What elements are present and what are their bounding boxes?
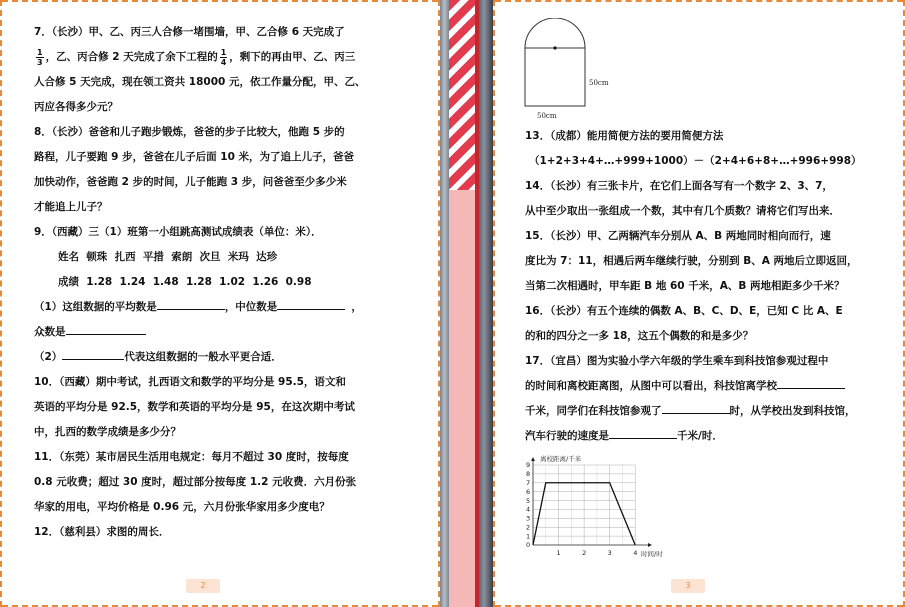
- q13-line1: 13．（成都）能用简便方法的要用简便方法: [525, 130, 724, 142]
- q16-line1: 16．（长沙）有五个连续的偶数 A、B、C、D、E，已知 C 比 A、E: [525, 305, 843, 317]
- chart-x-axis-label: 时间/时: [641, 550, 663, 558]
- width-label: 50cm: [537, 112, 557, 120]
- q13-line2: （1+2+3+4+…+999+1000）－（2+4+6+8+…+996+998）: [529, 155, 862, 167]
- answer-blank-speed[interactable]: [609, 425, 677, 439]
- fraction-one-third: $\frac{1}{3}$: [37, 47, 43, 67]
- y-tick-label: 9: [526, 461, 531, 470]
- book-spine: [440, 0, 493, 607]
- chart-y-axis-label: 离校距离/千米: [540, 455, 582, 463]
- q17-line2: 的时间和离校距离图，从图中可以看出，科技馆离学校: [525, 374, 875, 399]
- page-top-border: [2, 0, 438, 2]
- spine-stripes: [449, 0, 475, 190]
- center-dot: [553, 46, 556, 49]
- q16-line2: 的和的四分之一多 18，这五个偶数的和是多少？: [525, 330, 754, 342]
- page-number: 3: [671, 579, 705, 593]
- q14-line2: 从中至少取出一张组成一个数，其中有几个质数？请将它们写出来．: [525, 205, 840, 217]
- y-tick-label: 8: [526, 470, 531, 479]
- q10-line1: 10．（西藏）期中考试，扎西语文和数学的平均分是 95.5，语文和: [34, 376, 346, 388]
- page-number: 2: [186, 579, 220, 593]
- spine-pink-band: [449, 190, 475, 607]
- answer-blank-visit-time[interactable]: [662, 400, 730, 414]
- fraction-one-fourth: $\frac{1}{4}$: [220, 47, 227, 67]
- q15-line2: 度比为 7：11，相遇后两车继续行驶，分别到 B、A 两地后立即返回，: [525, 255, 858, 267]
- q9-part2: （2） 代表这组数据的一般水平更合适．: [34, 345, 374, 370]
- x-tick-label: 2: [582, 549, 587, 557]
- q7-line1: 7．（长沙）甲、乙、丙三人合修一堵围墙，甲、乙合修 6 天完成了: [34, 26, 345, 38]
- q7-line3: 人合修 5 天完成，现在领工资共 18000 元，依工作量分配，甲、乙、: [34, 76, 366, 88]
- semicircle-arc: [525, 18, 585, 48]
- y-tick-label: 1: [526, 532, 531, 541]
- answer-blank-mode[interactable]: [66, 321, 146, 335]
- answer-blank-mean[interactable]: [157, 296, 225, 310]
- q15-line3: 当第二次相遇时，甲车距 B 地 60 千米，A、B 两地相距多少千米？: [525, 280, 845, 292]
- y-tick-label: 0: [526, 541, 531, 550]
- q9-scores-row: 成绩 1.28 1.24 1.48 1.28 1.02 1.26 0.98: [58, 276, 312, 288]
- q10-line3: 中，扎西的数学成绩是多少分？: [34, 426, 181, 438]
- y-axis-arrow: [531, 457, 535, 461]
- x-tick-label: 4: [633, 549, 638, 557]
- q12-line1: 12．（慈利县）求图的周长．: [34, 526, 170, 538]
- q7-line4: 丙应各得多少元？: [34, 101, 118, 113]
- y-tick-label: 3: [526, 514, 531, 523]
- q8-line2: 路程，儿子要跑 9 步，爸爸在儿子后面 10 米，为了追上儿子，爸爸: [34, 151, 355, 163]
- q11-line1: 11．（东莞）某市居民生活用电规定：每月不超过 30 度时，按每度: [34, 451, 349, 463]
- x-tick-label: 1: [556, 549, 561, 557]
- q17-line4: 汽车行驶的速度是 千米/时．: [525, 424, 875, 449]
- spine-red-edge: [475, 0, 479, 607]
- x-tick-label: 3: [607, 549, 612, 557]
- q8-line3: 加快动作，爸爸跑 2 步的时间，儿子能跑 3 步，问爸爸至少多少米: [34, 176, 347, 188]
- chart-grid: [533, 465, 635, 545]
- q9-line1: 9．（西藏）三（1）班第一小组跳高测试成绩表（单位：米）．: [34, 226, 322, 238]
- q9-part1: （1）这组数据的平均数是 ，中位数是 ，: [34, 295, 374, 320]
- q9-part1-mode: 众数是: [34, 320, 374, 345]
- y-tick-label: 2: [526, 523, 531, 532]
- right-page: [493, 0, 905, 607]
- left-page-content: [34, 20, 374, 545]
- y-tick-label: 4: [526, 505, 531, 514]
- x-axis-arrow: [648, 543, 652, 547]
- q14-line1: 14．（长沙）有三张卡片，在它们上面各写有一个数字 2、3、7，: [525, 180, 833, 192]
- y-tick-label: 5: [526, 496, 531, 505]
- q17-line1: 17．（宜昌）图为实验小学六年级的学生乘车到科技馆参观过程中: [525, 355, 829, 367]
- q11-line2: 0.8 元收费；超过 30 度时，超过部分按每度 1.2 元收费．六月份张: [34, 476, 357, 488]
- spine-edge-left: [440, 0, 449, 607]
- q7-line2: $\frac{1}{3}$ ，乙、丙合修 2 天完成了余下工程的 $\frac{1}{4}$ ，剩下的再由甲、乙、丙三: [37, 47, 356, 67]
- distance-time-chart: [513, 450, 683, 568]
- q10-line2: 英语的平均分是 92.5，数学和英语的平均分是 95，在这次期中考试: [34, 401, 355, 413]
- q8-line1: 8．（长沙）爸爸和儿子跑步锻炼，爸爸的步子比较大，他跑 5 步的: [34, 126, 345, 138]
- answer-blank-representative[interactable]: [62, 346, 124, 360]
- q17-line3: 千米，同学们在科技馆参观了 时，从学校出发到科技馆，: [525, 399, 875, 424]
- page-top-border: [495, 0, 903, 2]
- q15-line1: 15．（长沙）甲、乙两辆汽车分别从 A、B 两地同时相向而行，速: [525, 230, 831, 242]
- answer-blank-distance[interactable]: [777, 375, 845, 389]
- chart-axes: [531, 457, 652, 547]
- answer-blank-median[interactable]: [277, 296, 345, 310]
- height-label: 50cm: [589, 79, 609, 87]
- y-tick-label: 7: [526, 478, 531, 487]
- right-page-content: [525, 124, 875, 449]
- q9-names-row: 姓名 顿珠 扎西 平措 索朗 次旦 米玛 达珍: [58, 251, 278, 263]
- q11-line3: 华家的用电，平均价格是 0.96 元，六月份张华家用多少度电？: [34, 501, 330, 513]
- y-tick-label: 6: [526, 487, 531, 496]
- rectangle-body: [525, 48, 585, 106]
- perimeter-figure: [519, 18, 629, 122]
- left-page: [0, 0, 440, 607]
- q8-line4: 才能追上儿子？: [34, 201, 108, 213]
